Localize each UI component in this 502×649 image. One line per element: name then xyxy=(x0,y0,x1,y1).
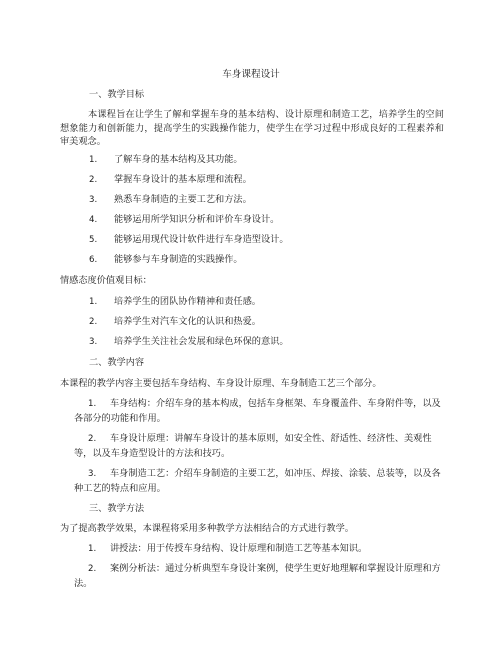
item-number: 6. xyxy=(89,255,98,265)
item-number: 2. xyxy=(89,317,98,327)
list-item xyxy=(74,542,444,557)
methods-intro-paragraph: 为了提高教学效果，本课程将采用多种教学方法相结合的方式进行教学。 xyxy=(60,523,354,534)
item-number: 5. xyxy=(89,235,98,245)
item-text: 熟悉车身制造的主要工艺和方法。 xyxy=(114,194,252,205)
item-number: 1. xyxy=(88,399,97,409)
item-text: 能够参与车身制造的实践操作。 xyxy=(114,254,243,265)
item-number: 1. xyxy=(89,297,98,307)
list-item xyxy=(89,173,445,188)
item-number: 1. xyxy=(88,544,97,554)
list-item xyxy=(89,233,445,248)
item-number: 2. xyxy=(88,564,97,574)
list-item xyxy=(89,295,445,310)
section-heading-content: 二、教学内容 xyxy=(89,357,145,368)
item-text: 能够运用所学知识分析和评价车身设计。 xyxy=(114,214,280,225)
item-number: 3. xyxy=(89,195,98,205)
item-number: 4. xyxy=(89,215,98,225)
list-item xyxy=(89,315,445,330)
document-title: 车身课程设计 xyxy=(222,69,280,80)
item-number: 2. xyxy=(88,434,97,444)
list-item xyxy=(89,193,445,208)
item-text: 车身结构：介绍车身的基本构成，包括车身框架、车身覆盖件、车身附件等，以及各部分的功能和作用。 xyxy=(74,398,441,424)
list-item xyxy=(74,467,444,495)
attitude-label: 情感态度价值观目标： xyxy=(60,275,152,286)
list-item xyxy=(89,253,445,268)
item-number: 3. xyxy=(89,337,98,347)
list-item xyxy=(89,335,445,350)
item-text: 案例分析法：通过分析典型车身设计案例，使学生更好地理解和掌握设计原理和方法。 xyxy=(74,563,441,589)
list-item xyxy=(74,397,444,425)
content-intro-paragraph: 本课程的教学内容主要包括车身结构、车身设计原理、车身制造工艺三个部分。 xyxy=(60,378,382,389)
item-number: 1. xyxy=(89,155,98,165)
item-text: 培养学生对汽车文化的认识和热爱。 xyxy=(114,316,261,327)
item-text: 讲授法：用于传授车身结构、设计原理和制造工艺等基本知识。 xyxy=(110,543,368,554)
item-text: 了解车身的基本结构及其功能。 xyxy=(114,154,243,165)
list-item xyxy=(89,153,445,168)
list-item xyxy=(74,562,444,590)
item-text: 掌握车身设计的基本原理和流程。 xyxy=(114,174,252,185)
item-number: 3. xyxy=(88,469,97,479)
item-text: 车身设计原理：讲解车身设计的基本原则，如安全性、舒适性、经济性、美观性等，以及车身造型设计的方法和技巧。 xyxy=(74,433,432,459)
item-number: 2. xyxy=(89,175,98,185)
item-text: 能够运用现代设计软件进行车身造型设计。 xyxy=(114,234,289,245)
item-text: 培养学生的团队协作精神和责任感。 xyxy=(114,296,261,307)
goals-intro-paragraph: 本课程旨在让学生了解和掌握车身的基本结构、设计原理和制造工艺，培养学生的空间想象能力和创新能力，提高学生的实践操作能力，使学生在学习过程中形成良好的工程素养和审美观念。 xyxy=(60,109,444,147)
item-text: 车身制造工艺：介绍车身制造的主要工艺，如冲压、焊接、涂装、总装等，以及各种工艺的特点和应用。 xyxy=(74,468,441,494)
section-heading-methods: 三、教学方法 xyxy=(89,503,145,514)
list-item xyxy=(74,432,444,460)
section-heading-goals: 一、教学目标 xyxy=(89,89,145,100)
list-item xyxy=(89,213,445,228)
item-text: 培养学生关注社会发展和绿色环保的意识。 xyxy=(114,336,289,347)
